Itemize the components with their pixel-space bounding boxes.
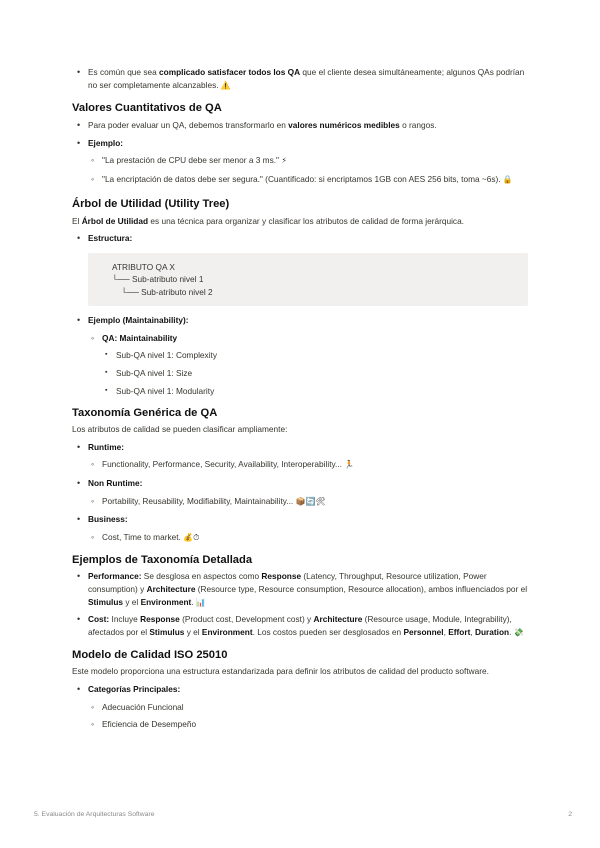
sublist-business — [88, 531, 528, 545]
code-block-tree: ATRIBUTO QA X └── Sub-atributo nivel 1 └── Sub-atributo nivel 2 — [88, 253, 528, 307]
list-item: ◦ Portability, Reusability, Modifiability, Maintainability... 📦🔄🛠 — [88, 495, 528, 509]
list-item: • Business: ◦ Cost, Time to market. 💰⏱ — [72, 513, 528, 544]
list-item: ▪ Sub-QA nivel 1: Size — [102, 367, 528, 380]
list-valores-cuantitativos — [72, 119, 528, 186]
list-item: ◦ Cost, Time to market. 💰⏱ — [88, 531, 528, 545]
list-item: ◦ "La prestación de CPU debe ser menor a 3 ms." ⚡ — [88, 154, 528, 168]
sublist-subqa — [102, 349, 528, 397]
sublist-qa — [88, 332, 528, 397]
page-footer — [34, 811, 572, 818]
list-item: ◦ Eficiencia de Desempeño — [88, 718, 528, 731]
page-content — [72, 66, 528, 731]
paragraph-taxonomia: Los atributos de calidad se pueden clasificar ampliamente: — [72, 424, 288, 435]
lightning-icon: ⚡ — [281, 156, 287, 166]
list-item: • Es común que sea complicado satisfacer todos los QA que el cliente desea simultáneamente; algunos QAs podrían no ser completamente alcanzables. ⚠️ — [72, 66, 528, 92]
sublist-ejemplos — [88, 154, 528, 186]
list-item: ◦ QA: Maintainability ▪ Sub-QA nivel 1: Complexity ▪ Sub-QA nivel 1: Size ▪ Sub-QA nivel 1: Modularity — [88, 332, 528, 397]
list-item: ◦ Functionality, Performance, Security, Availability, Interoperability... 🏃 — [88, 458, 528, 472]
warning-icon: ⚠️ — [220, 80, 231, 90]
footer-title: 5. Evaluación de Arquitecturas Software — [34, 811, 155, 818]
list-item: • Cost: Incluye Response (Product cost, Development cost) y Architecture (Resource usage, Module, Integrability), afectados por el Stimulus y el Environment. Los costos pueden ser desglosados en Personnel, Effort, Duration. 💸 — [72, 613, 528, 639]
sublist-categorias — [88, 701, 528, 731]
bullet-list-top — [72, 66, 528, 92]
heading-iso-25010: Modelo de Calidad ISO 25010 — [72, 649, 228, 662]
list-item: • Estructura: — [72, 232, 528, 245]
runner-icon: 🏃 — [344, 460, 355, 470]
list-estructura — [72, 232, 528, 245]
money-wings-icon: 💸 — [513, 627, 524, 637]
list-item: ◦ "La encriptación de datos debe ser segura." (Cuantificado: si encriptamos 1GB con AES 256 bits, toma ~6s). 🔒 — [88, 173, 528, 187]
lock-icon: 🔒 — [502, 174, 513, 184]
list-item: • Ejemplo: ◦ "La prestación de CPU debe ser menor a 3 ms." ⚡ ◦ "La encriptación de datos debe ser segura." (Cuantificado: si encriptamos 1GB con AES 256 bits, toma ~6s). 🔒 — [72, 137, 528, 187]
list-item: • Ejemplo (Maintainability): ◦ QA: Maintainability ▪ Sub-QA nivel 1: Complexity ▪ Sub-QA nivel 1: Size ▪ Sub-QA nivel 1: Modularity — [72, 314, 528, 397]
paragraph-iso: Este modelo proporciona una estructura estandarizada para definir los atributos de calidad del producto software. — [72, 666, 489, 677]
heading-taxonomia-detallada: Ejemplos de Taxonomía Detallada — [72, 554, 253, 567]
package-icon: 📦🔄🛠 — [295, 496, 326, 506]
list-iso — [72, 683, 528, 731]
list-item: ▪ Sub-QA nivel 1: Complexity — [102, 349, 528, 362]
list-taxonomia-detallada — [72, 570, 528, 639]
list-item: • Para poder evaluar un QA, debemos transformarlo en valores numéricos medibles o rangos. — [72, 119, 528, 132]
bar-chart-icon: 📊 — [195, 597, 206, 607]
list-taxonomia — [72, 441, 528, 545]
list-ejemplo-maintainability — [72, 314, 528, 397]
list-item: ◦ Adecuación Funcional — [88, 701, 528, 714]
list-item: • Performance: Se desglosa en aspectos como Response (Latency, Throughput, Resource utilization, Power consumption) y Architecture (Resource type, Resource consumption, Resource allocation), ambos influenciados por el Stimulus y el Environment. 📊 — [72, 570, 528, 609]
sublist-runtime — [88, 458, 528, 472]
heading-taxonomia-generica: Taxonomía Genérica de QA — [72, 407, 218, 420]
list-item: • Runtime: ◦ Functionality, Performance, Security, Availability, Interoperability... 🏃 — [72, 441, 528, 472]
money-bag-icon: 💰⏱ — [183, 532, 200, 542]
list-item: • Categorías Principales: ◦ Adecuación Funcional ◦ Eficiencia de Desempeño — [72, 683, 528, 731]
heading-arbol-utilidad: Árbol de Utilidad (Utility Tree) — [72, 197, 230, 210]
list-item: • Non Runtime: ◦ Portability, Reusability, Modifiability, Maintainability... 📦🔄🛠 — [72, 477, 528, 508]
heading-valores-cuantitativos: Valores Cuantitativos de QA — [72, 102, 222, 115]
sublist-nonruntime — [88, 495, 528, 509]
list-item: ▪ Sub-QA nivel 1: Modularity — [102, 385, 528, 398]
page-number: 2 — [568, 811, 572, 818]
paragraph-arbol: El Árbol de Utilidad es una técnica para organizar y clasificar los atributos de calidad de forma jerárquica. — [72, 215, 464, 226]
